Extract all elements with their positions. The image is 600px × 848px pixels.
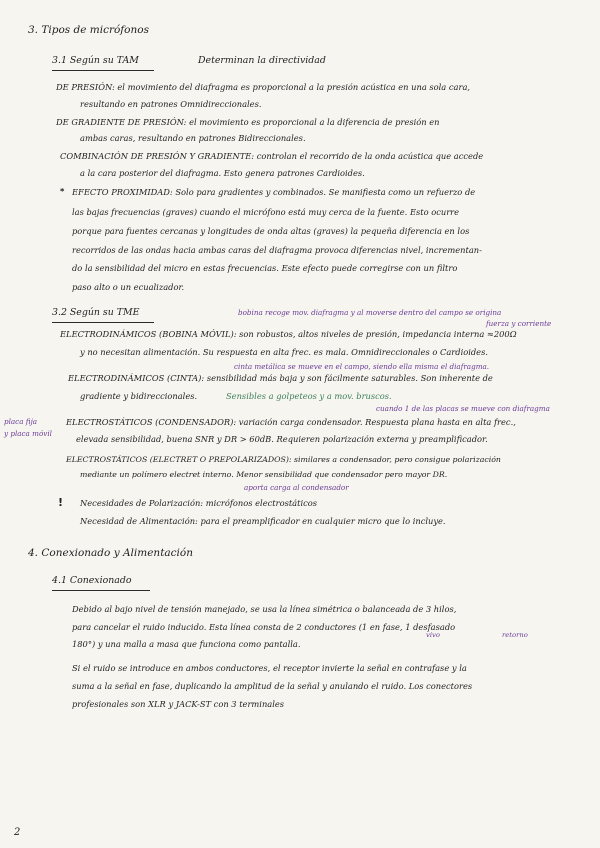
- combinacion-line-2: a la cara posterior del diafragma. Esto genera patrones Cardioides.: [80, 168, 365, 178]
- proximidad-line-2: las bajas frecuencias (graves) cuando el micrófono está muy cerca de la fuente. Esto ocurre: [72, 207, 460, 217]
- placa-fija-note: placa fija: [4, 417, 38, 426]
- section-4-title: 4. Conexionado y Alimentación: [28, 547, 193, 559]
- section-3-1-heading: 3.1 Según su TAM: [52, 55, 139, 66]
- presion-line-2: resultando en patrones Omnidireccionales.: [80, 99, 262, 109]
- directividad-note: Determinan la directividad: [198, 55, 326, 66]
- fuerza-note: fuerza y corriente: [486, 319, 552, 328]
- heading-underline: [52, 590, 150, 591]
- cinta-green-note: Sensibles a golpeteos y a mov. bruscos.: [226, 391, 392, 401]
- cinta-note: cinta metálica se mueve en el campo, siendo ella misma el diafragma.: [234, 362, 490, 371]
- cinta-line-1: ELECTRODINÁMICOS (CINTA): sensibilidad más baja y son fácilmente saturables. Son inherente de: [68, 373, 493, 383]
- condensador-line-2: elevada sensibilidad, buena SNR y DR > 60dB. Requieren polarización externa y preamplificador.: [76, 434, 488, 444]
- conexionado-line-4: Si el ruido se introduce en ambos conductores, el receptor invierte la señal en contrafase y la: [72, 663, 467, 673]
- bobina-note: bobina recoge mov. diafragma y al moverse dentro del campo se origina: [238, 308, 502, 317]
- conexionado-line-6: profesionales son XLR y JACK-ST con 3 terminales: [72, 699, 285, 709]
- bobina-movil-line-2: y no necesitan alimentación. Su respuesta en alta frec. es mala. Omnidireccionales o Cardioides.: [80, 347, 488, 357]
- conexionado-line-3: 180°) y una malla a masa que funciona como pantalla.: [72, 639, 301, 649]
- page-number: 2: [14, 827, 21, 838]
- proximidad-line-3: porque para fuentes cercanas y longitudes de onda altas (graves) la pequeña diferencia en los: [72, 226, 470, 236]
- electret-line-1: ELECTROSTÁTICOS (ELECTRET O PREPOLARIZADOS): similares a condensador, pero consigue polarización: [66, 455, 501, 464]
- presion-line-1: DE PRESIÓN: el movimiento del diafragma es proporcional a la presión acústica en una sola cara,: [56, 82, 471, 92]
- section-3-2-heading: 3.2 Según su TME: [52, 307, 140, 318]
- placas-note: cuando 1 de las placas se mueve con diafragma: [376, 404, 550, 413]
- gradiente-line-1: DE GRADIENTE DE PRESIÓN: el movimiento es proporcional a la diferencia de presión en: [56, 117, 440, 127]
- placa-movil-note: y placa móvil: [4, 429, 52, 438]
- electret-note: aporta carga al condensador: [244, 483, 349, 492]
- gradiente-line-2: ambas caras, resultando en patrones Bidireccionales.: [80, 133, 306, 143]
- retorno-note: retorno: [502, 631, 528, 639]
- asterisk-icon: *: [60, 186, 65, 196]
- cinta-line-2: gradiente y bidireccionales.: [80, 391, 198, 401]
- condensador-line-1: ELECTROSTÁTICOS (CONDENSADOR): variación carga condensador. Respuesta plana hasta en alta frec.,: [66, 417, 516, 427]
- proximidad-line-5: do la sensibilidad del micro en estas frecuencias. Este efecto puede corregirse con un filtro: [72, 263, 458, 273]
- combinacion-line-1: COMBINACIÓN DE PRESIÓN Y GRADIENTE: controlan el recorrido de la onda acústica que accede: [60, 151, 484, 161]
- conexionado-line-1: Debido al bajo nivel de tensión manejado, se usa la línea simétrica o balanceada de 3 hilos,: [72, 604, 457, 614]
- section-4-1-heading: 4.1 Conexionado: [52, 575, 132, 586]
- exclamation-icon: !: [58, 496, 64, 509]
- electret-line-2: mediante un polímero electret interno. Menor sensibilidad que condensador pero mayor DR.: [80, 470, 448, 479]
- heading-underline: [52, 70, 154, 71]
- conexionado-line-5: suma a la señal en fase, duplicando la amplitud de la señal y anulando el ruido. Los conectores: [72, 681, 473, 691]
- proximidad-line-1: EFECTO PROXIMIDAD: Solo para gradientes y combinados. Se manifiesta como un refuerzo de: [72, 187, 476, 197]
- section-3-title: 3. Tipos de micrófonos: [28, 24, 149, 36]
- vivo-note: vivo: [426, 631, 440, 639]
- heading-underline: [52, 322, 154, 323]
- bobina-movil-line-1: ELECTRODINÁMICOS (BOBINA MÓVIL): son robustos, altos niveles de presión, impedancia interna ≈200Ω: [60, 329, 517, 339]
- polarizacion-line: Necesidades de Polarización: micrófonos electrostáticos: [80, 498, 317, 508]
- alimentacion-line: Necesidad de Alimentación: para el preamplificador en cualquier micro que lo incluye.: [80, 516, 446, 526]
- conexionado-line-2: para cancelar el ruido inducido. Esta línea consta de 2 conductores (1 en fase, 1 desfasado: [72, 622, 456, 632]
- proximidad-line-6: paso alto o un ecualizador.: [72, 282, 185, 292]
- proximidad-line-4: recorridos de las ondas hacia ambas caras del diafragma provoca diferencias nivel, incrementan-: [72, 245, 482, 255]
